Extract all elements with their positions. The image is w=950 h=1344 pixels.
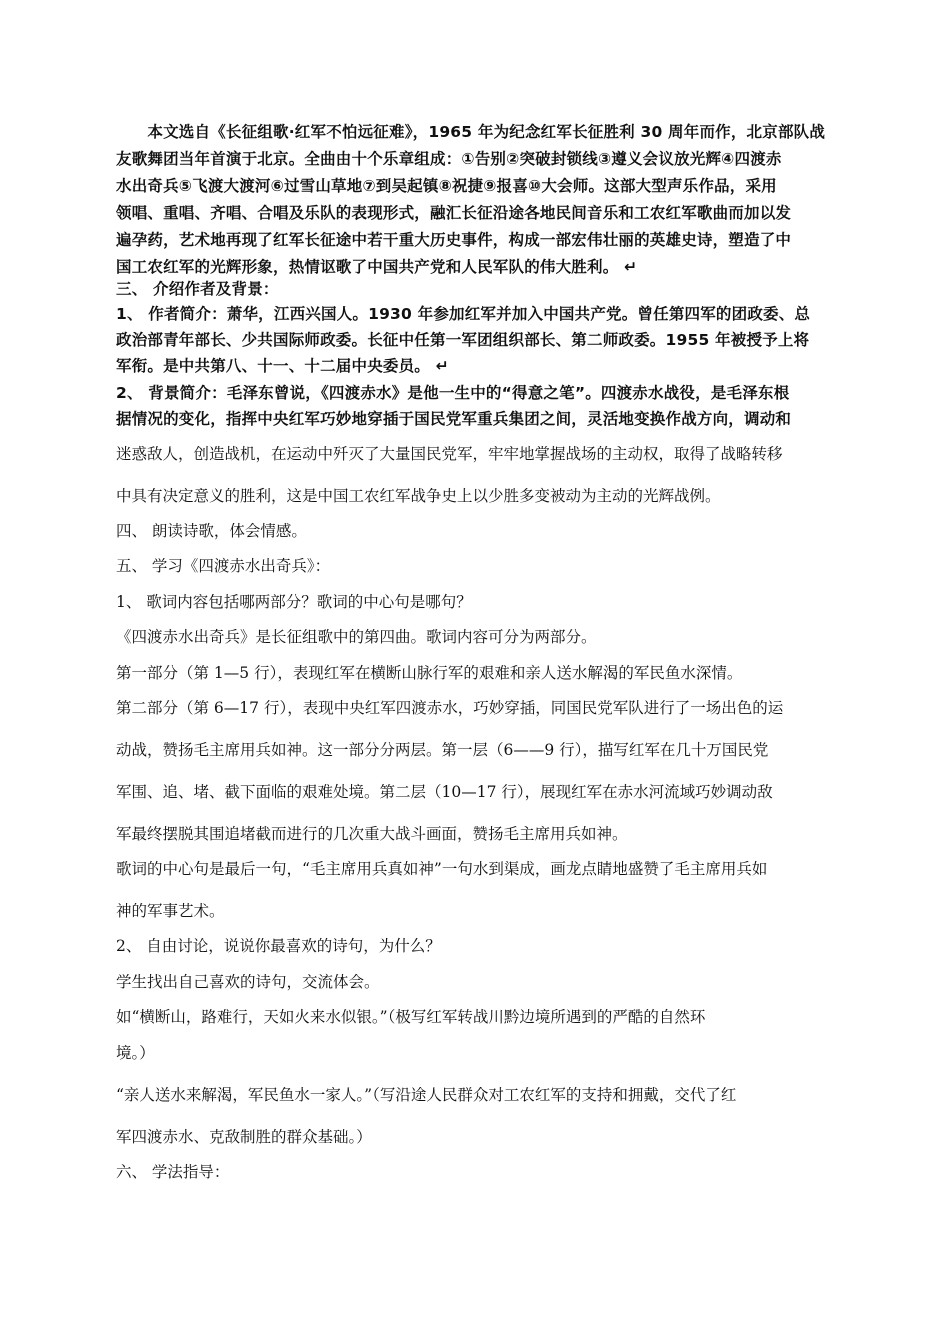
scan-line: 友歌舞团当年首演于北京。全曲由十个乐章组成：①告别②突破封锁线③遵义会议放光辉④四渡赤 <box>116 150 782 168</box>
scan-line: 1、 作者简介：萧华，江西兴国人。1930 年参加红军并加入中国共产党。曾任第四军的团政委、总 <box>116 305 811 323</box>
question-line: 2、 自由讨论，说说你最喜欢的诗句，为什么？ <box>116 937 441 955</box>
body-line: 军围、追、堵、截下面临的艰难处境。第二层（10—17 行），展现红军在赤水河流域巧妙调动敌 <box>116 783 773 801</box>
body-line: 军四渡赤水、克敌制胜的群众基础。） <box>116 1128 372 1146</box>
question-line: 1、 歌词内容包括哪两部分？歌词的中心句是哪句？ <box>116 593 472 611</box>
body-line: 境。） <box>116 1044 155 1062</box>
scan-line: 水出奇兵⑤飞渡大渡河⑥过雪山草地⑦到吴起镇⑧祝捷⑨报喜⑩大会师。这部大型声乐作品，采用 <box>116 177 777 195</box>
body-line: 中具有决定意义的胜利，这是中国工农红军战争史上以少胜多变被动为主动的光辉战例。 <box>116 487 721 505</box>
section-heading: 五、 学习《四渡赤水出奇兵》： <box>116 557 331 575</box>
section-heading: 四、 朗读诗歌，体会情感。 <box>116 522 307 540</box>
scan-line: 军衔。是中共第八、十一、十二届中央委员。 ↵ <box>116 357 449 375</box>
body-line: “亲人送水来解渴，军民鱼水一家人。”（写沿途人民群众对工农红军的支持和拥戴，交代了红 <box>116 1086 737 1104</box>
body-line: 歌词的中心句是最后一句，“毛主席用兵真如神”一句水到渠成，画龙点睛地盛赞了毛主席用兵如 <box>116 860 768 878</box>
scan-line: 据情况的变化，指挥中央红军巧妙地穿插于国民党军重兵集团之间，灵活地变换作战方向，调动和 <box>116 410 792 428</box>
body-line: 动战，赞扬毛主席用兵如神。这一部分分两层。第一层（6——9 行），描写红军在几十万国民党 <box>116 741 769 759</box>
scan-line: 遍孕药，艺术地再现了红军长征途中若干重大历史事件，构成一部宏伟壮丽的英雄史诗，塑造了中 <box>116 231 792 249</box>
body-line: 学生找出自己喜欢的诗句，交流体会。 <box>116 973 380 991</box>
scan-line: 本文选自《长征组歌·红军不怕远征难》，1965 年为纪念红军长征胜利 30 周年而作，北京部队战 <box>116 123 826 141</box>
body-line: 《四渡赤水出奇兵》是长征组歌中的第四曲。歌词内容可分为两部分。 <box>116 628 597 646</box>
scan-line: 政治部青年部长、少共国际师政委。长征中任第一军团组织部长、第二师政委。1955 年被授予上将 <box>116 331 810 349</box>
section-heading: 六、 学法指导： <box>116 1163 230 1181</box>
body-line: 迷惑敌人，创造战机，在运动中歼灭了大量国民党军，牢牢地掌握战场的主动权，取得了战略转移 <box>116 445 783 463</box>
scan-line: 国工农红军的光辉形象，热情讴歌了中国共产党和人民军队的伟大胜利。 ↵ <box>116 258 638 276</box>
body-line: 神的军事艺术。 <box>116 902 225 920</box>
body-line: 军最终摆脱其围追堵截而进行的几次重大战斗画面，赞扬毛主席用兵如神。 <box>116 825 628 843</box>
scan-line: 2、 背景简介：毛泽东曾说，《四渡赤水》是他一生中的“得意之笔”。四渡赤水战役，是毛泽东根 <box>116 384 790 402</box>
body-line: 第一部分（第 1—5 行），表现红军在横断山脉行军的艰难和亲人送水解渴的军民鱼水深情。 <box>116 664 743 682</box>
body-line: 如“横断山，路难行，天如火来水似银。”（极写红军转战川黔边境所遇到的严酷的自然环 <box>116 1008 706 1026</box>
scan-line: 领唱、重唱、齐唱、合唱及乐队的表现形式，融汇长征沿途各地民间音乐和工农红军歌曲而加以发 <box>116 204 792 222</box>
body-line: 第二部分（第 6—17 行），表现中央红军四渡赤水，巧妙穿插，同国民党军队进行了一场出色的运 <box>116 699 784 717</box>
section-heading: 三、 介绍作者及背景： <box>116 280 279 298</box>
